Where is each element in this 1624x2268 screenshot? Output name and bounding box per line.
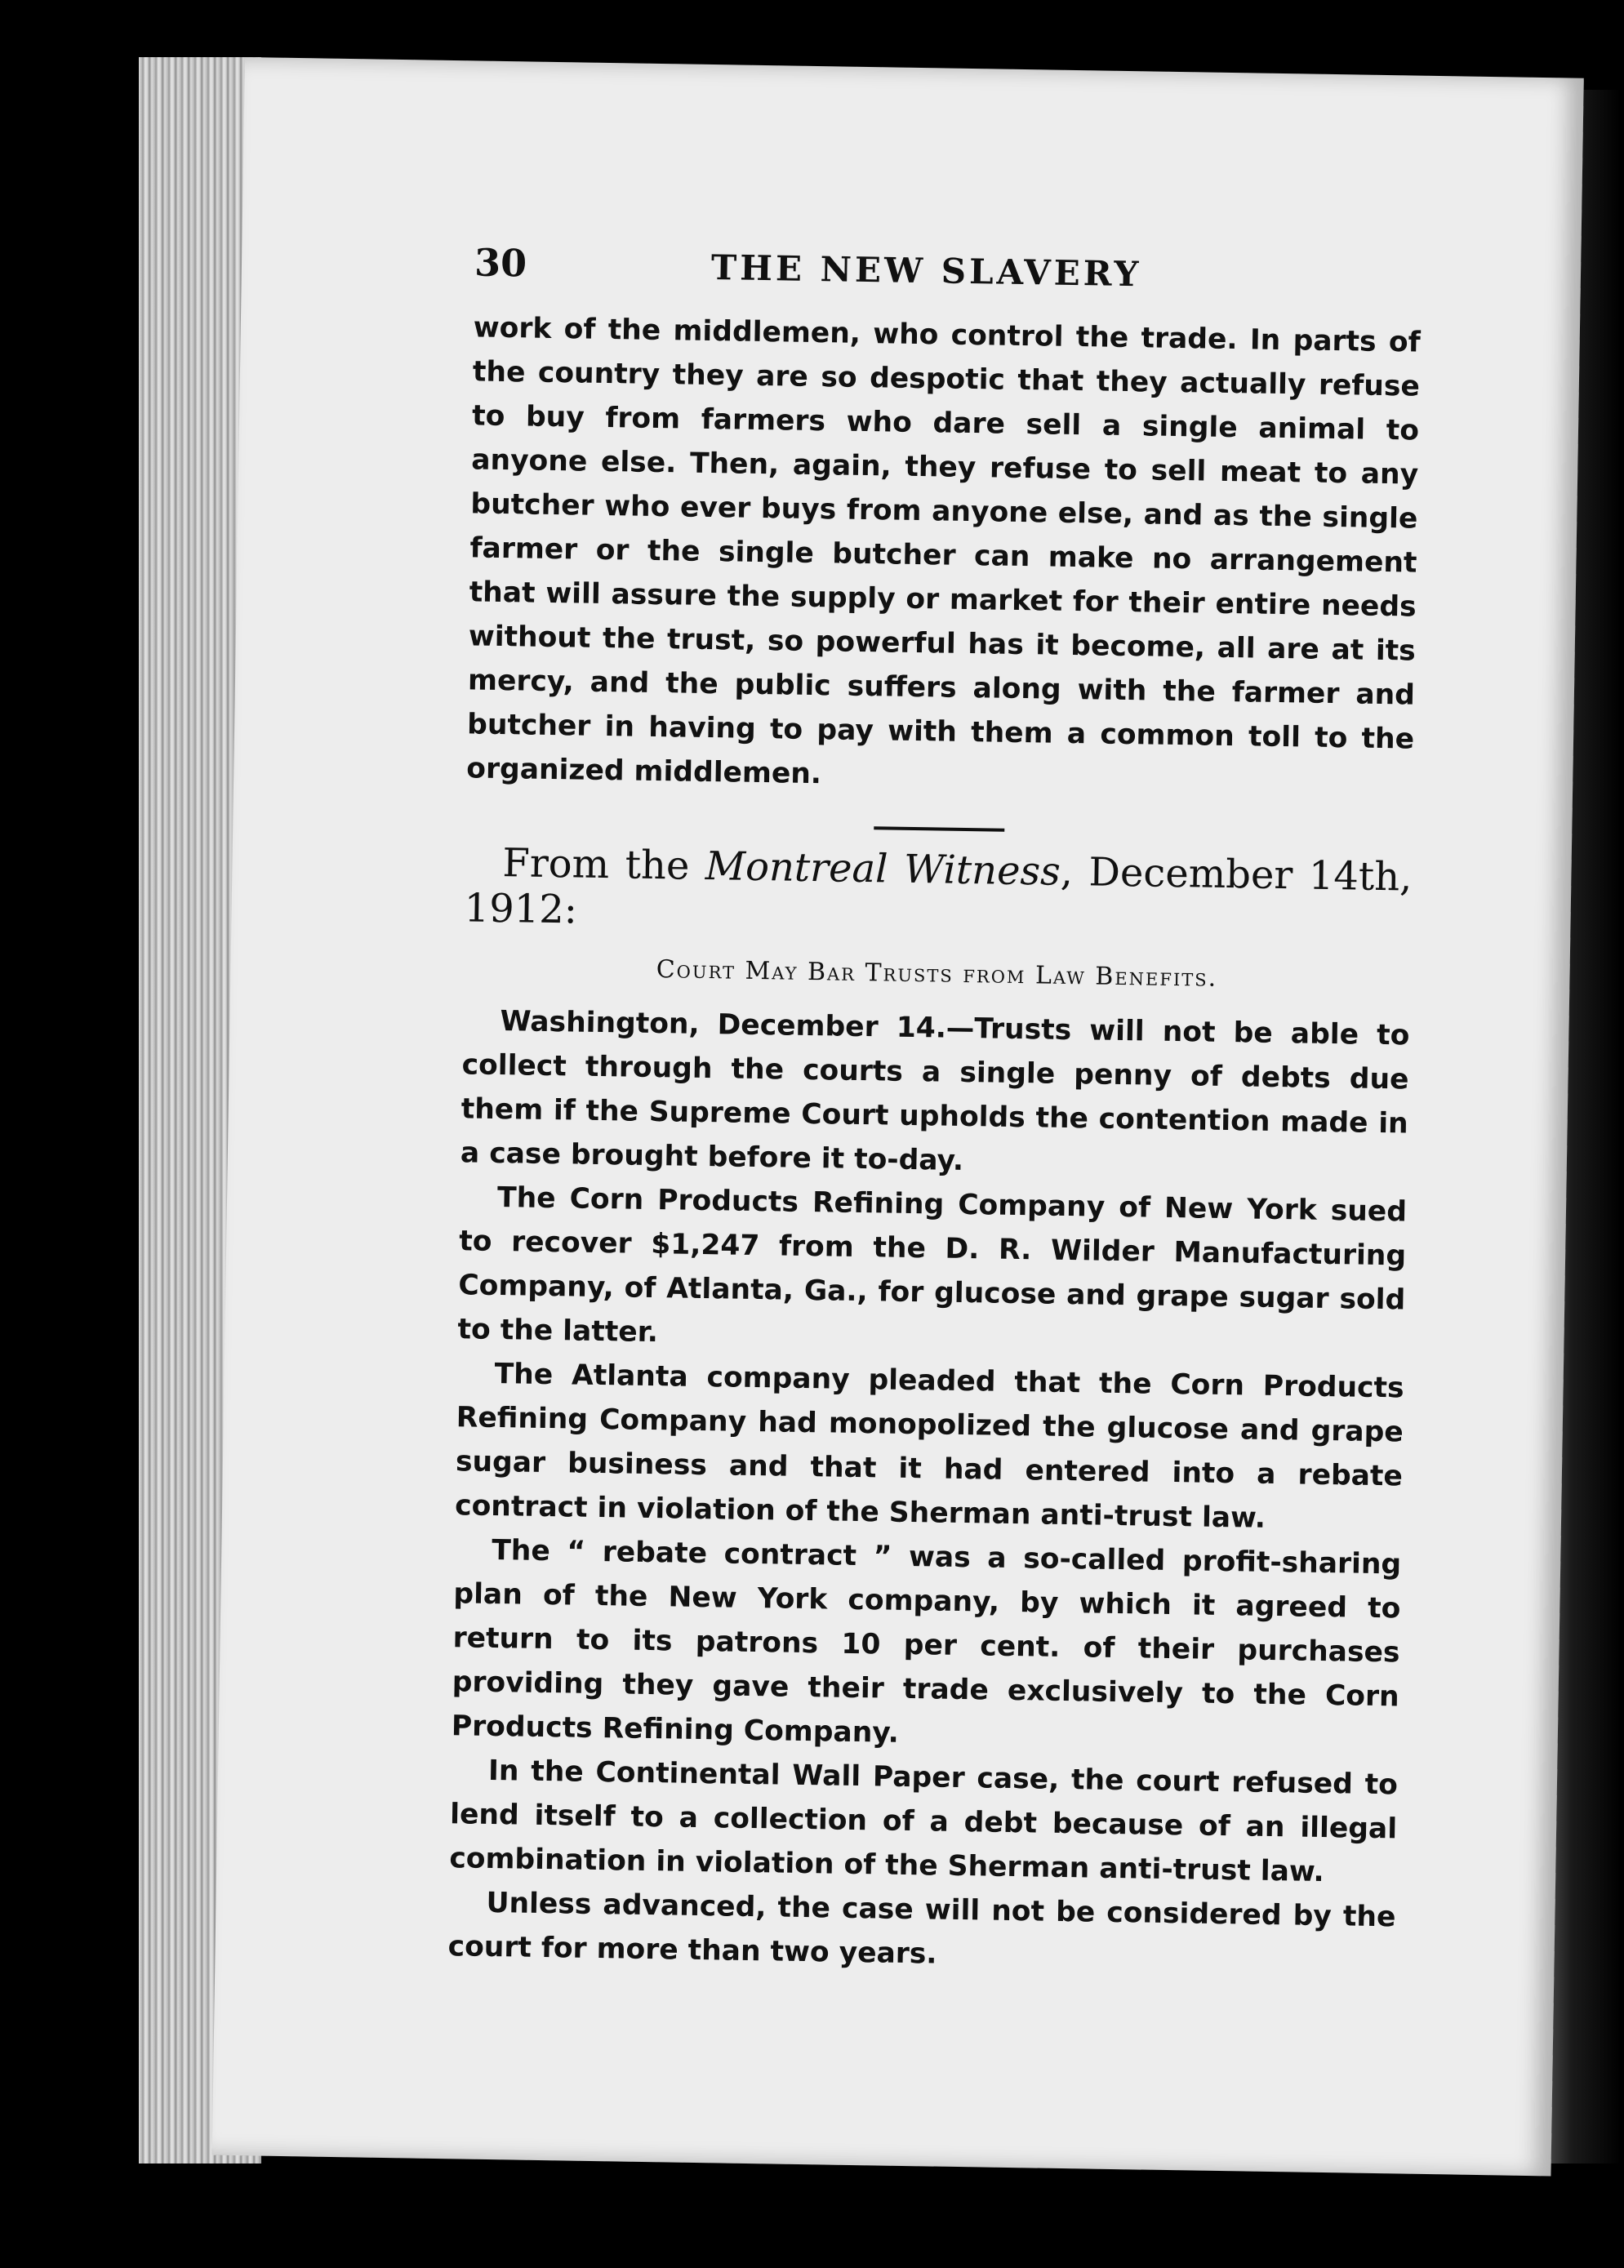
article-paragraph-3: The Atlanta company pleaded that the Corn Products Refining Company had monopolized the glucose and grape sugar business and that it had entered into a rebate contract in violation of the Sherman anti-trust law. <box>454 1358 1404 1535</box>
source-prefix: From the <box>502 840 690 889</box>
book-page <box>212 57 1584 2176</box>
page-number: 30 <box>474 240 527 286</box>
article-paragraph-1: Washington, December 14.—Trusts will not be able to collect through the courts a single penny of debts due them if the Supreme Court upholds the contention made in a case brought before it to-day. <box>460 1005 1410 1177</box>
source-suffix: , December 14th, 1912: <box>464 848 1413 933</box>
article-paragraph-6: Unless advanced, the case will not be considered by the court for more than two years. <box>447 1886 1396 1971</box>
article-paragraph-2: The Corn Products Refining Company of New York sued to recover $1,247 from the D. R. Wilder Manufacturing Company, of Atlanta, Ga., for glucose and grape sugar sold to the latter. <box>457 1181 1408 1350</box>
text-block <box>447 240 1422 1983</box>
section-rule <box>874 826 1004 832</box>
running-title: THE NEW SLAVERY <box>710 247 1142 295</box>
source-line <box>464 839 1413 945</box>
article-paragraph-4: The “ rebate contract ” was a so-called profit-sharing plan of the New York company, by which it agreed to return to its patrons 10 per cent. of their purchases providing they gave their trade exclusively to the Corn Products Refining Company. <box>451 1533 1402 1750</box>
article-headline: Court May Bar Trusts from Law Benefits. <box>656 955 1218 993</box>
article-paragraph-5: In the Continental Wall Paper case, the court refused to lend itself to a collection of a debt because of an illegal combination in violation of the Sherman anti-trust law. <box>449 1754 1399 1889</box>
source-publication: Montreal Witness <box>705 843 1061 895</box>
opening-paragraph: work of the middlemen, who control the trade. In parts of the country they are so despotic that they actually refuse to buy from farmers who dare sell a single animal to anyone else. Then, again, they refuse to sell meat to any butcher who ever buys from anyone else, and as the single farmer or the single butcher can make no arrangement that will assure the supply or market for their entire needs without the trust, so powerful has it become, all are at its mercy, and the public suffers along with the farmer and butcher in having to pay with them a common toll to the organized middlemen. <box>466 311 1421 791</box>
